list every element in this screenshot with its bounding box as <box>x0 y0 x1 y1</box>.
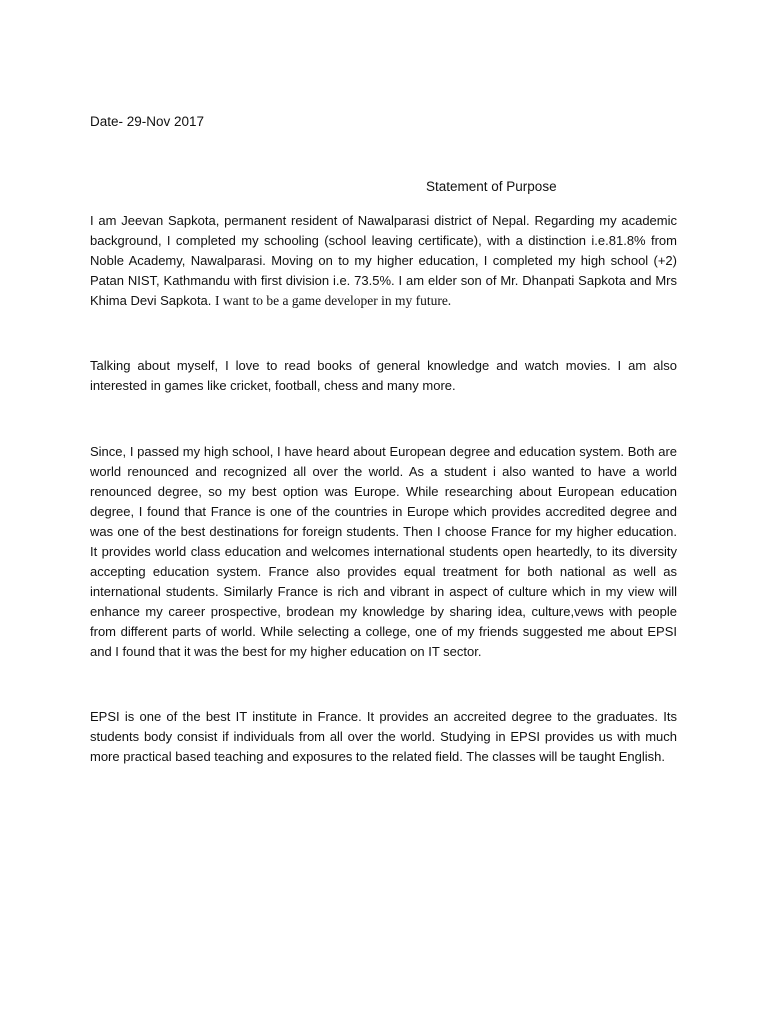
paragraph-about-epsi: EPSI is one of the best IT institute in France. It provides an accreited degree to the graduates. Its students body consist if individuals from all over the world. Studying in EPSI provides us with much more practical based teaching and exposures to the related field. The classes will be taught English. <box>90 709 677 764</box>
paragraph-why-france: Since, I passed my high school, I have heard about European degree and education system. Both are world renounced and recognized all over the world. As a student i also wanted to have a world renounced degree, so my best option was Europe. While researching about European education degree, I found that France is one of the countries in Europe which provides accredited degree and was one of the best destinations for foreign students. Then I choose France for my higher education. It provides world class education and welcomes international students open heartedly, to its diversity accepting education system. France also provides equal treatment for both national as well as international students. Similarly France is rich and vibrant in aspect of culture which in my view will enhance my career prospective, brodean my knowledge by sharing idea, culture,vews with people from different parts of world. While selecting a college, one of my friends suggested me about EPSI and I found that it was the best for my higher education on IT sector. <box>90 444 677 659</box>
document-date: Date- 29-Nov 2017 <box>90 114 205 129</box>
paragraph-background-goal: I want to be a game developer in my future. <box>215 293 452 308</box>
paragraph-background-text: I am Jeevan Sapkota, permanent resident of Nawalparasi district of Nepal. Regarding my academic background, I completed my schooling (school leaving certificate), with a distinction i.e.81.8% from Noble Academy, Nawalparasi. Moving on to my higher education, I completed my high school (+2) Patan NIST, Kathmandu with first division i.e. 73.5%. I am elder son of Mr. Dhanpati Sapkota and Mrs Khima Devi Sapkota. <box>90 213 677 308</box>
document-title: Statement of Purpose <box>426 179 557 194</box>
paragraph-background <box>90 211 677 311</box>
paragraph-about-myself: Talking about myself, I love to read books of general knowledge and watch movies. I am also interested in games like cricket, football, chess and many more. <box>90 358 677 393</box>
